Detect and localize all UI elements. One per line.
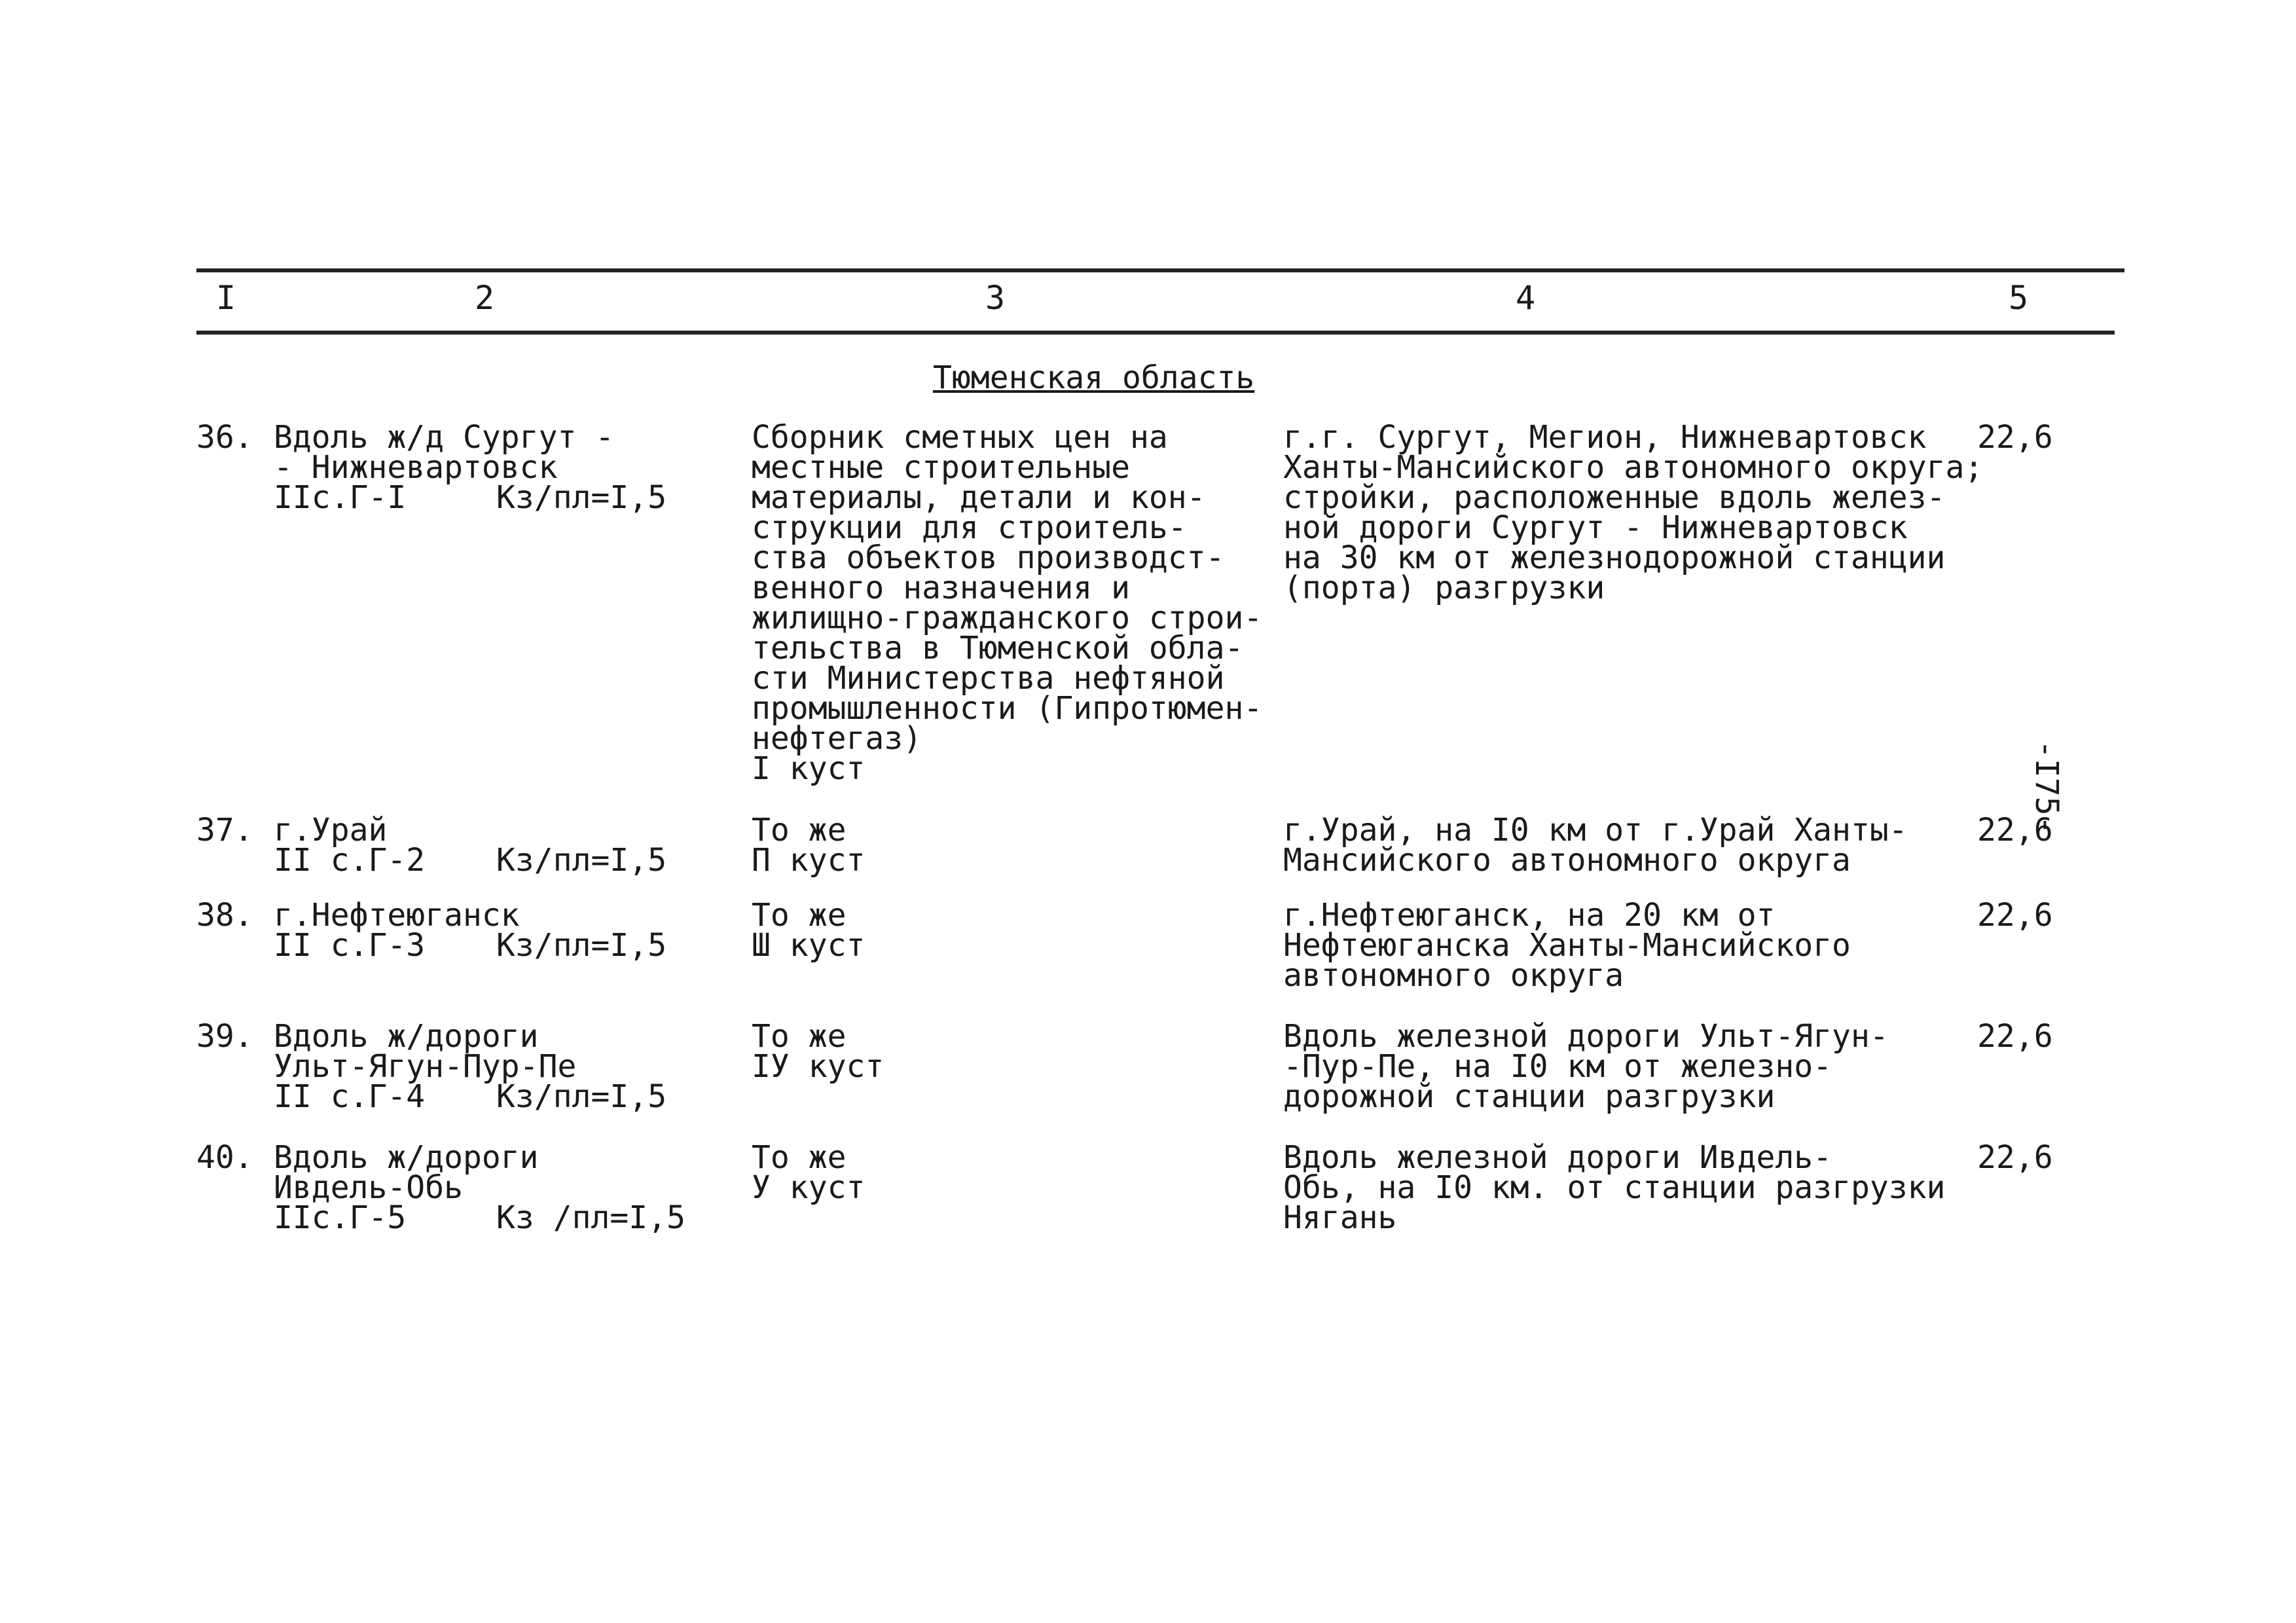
area-line: стройки, расположенные вдоль желез-: [1283, 479, 1946, 516]
column-header-2: 2: [475, 279, 495, 317]
source-line: То же: [752, 897, 847, 934]
value-cell: 22,6: [1977, 1018, 2053, 1055]
location-line: Вдоль ж/дороги: [274, 1018, 539, 1055]
location-cell: [274, 812, 758, 879]
row-number: 36.: [196, 419, 253, 456]
location-line: - Нижневартовск: [274, 449, 558, 486]
column-header-1: I: [216, 279, 236, 317]
source-cell: [752, 1139, 1275, 1206]
source-line: П куст: [752, 842, 866, 879]
section-title: Тюменская область: [933, 359, 1255, 396]
coefficient: Кз/пл=I,5: [496, 927, 667, 964]
value-cell: 22,6: [1977, 419, 2053, 456]
zone-code: II с.Г-4: [274, 1078, 426, 1115]
column-header-4: 4: [1516, 279, 1536, 317]
zone-code: IIс.Г-5: [274, 1199, 407, 1236]
source-line: I куст: [752, 750, 866, 787]
area-line: автономного округа: [1283, 957, 1624, 994]
area-cell: [1283, 1018, 1984, 1115]
area-line: г.г. Сургут, Мегион, Нижневартовск: [1283, 419, 1927, 456]
area-line: Мансийского автономного округа: [1283, 842, 1851, 879]
area-line: Нягань: [1283, 1199, 1397, 1236]
area-line: Вдоль железной дороги Ивдель-: [1283, 1139, 1832, 1176]
area-cell: [1283, 1139, 1984, 1236]
source-line: жилищно-гражданского строи-: [752, 600, 1263, 636]
table-top-rule: [196, 268, 2124, 272]
location-cell: [274, 1139, 758, 1236]
source-cell: [752, 419, 1275, 787]
source-line: То же: [752, 1018, 847, 1055]
source-cell: [752, 812, 1275, 879]
source-line: венного назначения и: [752, 570, 1130, 606]
coefficient: Кз /пл=I,5: [496, 1199, 685, 1236]
area-line: Нефтеюганска Ханты-Мансийского: [1283, 927, 1851, 964]
area-cell: [1283, 419, 1984, 606]
zone-code: IIс.Г-I: [274, 479, 407, 516]
code-row: [274, 842, 758, 879]
source-line: То же: [752, 812, 847, 848]
source-line: Ш куст: [752, 927, 866, 964]
area-line: Вдоль железной дороги Ульт-Ягун-: [1283, 1018, 1889, 1055]
row-number: 37.: [196, 812, 253, 848]
code-row: [274, 1199, 758, 1236]
row-number: 39.: [196, 1018, 253, 1055]
coefficient: Кз/пл=I,5: [496, 479, 667, 516]
code-row: [274, 927, 758, 964]
area-line: Обь, на I0 км. от станции разгрузки: [1283, 1169, 1946, 1206]
code-row: [274, 1078, 758, 1115]
table-header-rule: [196, 331, 2115, 335]
location-line: Ульт-Ягун-Пур-Пе: [274, 1048, 577, 1085]
row-number: 40.: [196, 1139, 253, 1176]
source-line: Сборник сметных цен на: [752, 419, 1168, 456]
zone-code: II с.Г-2: [274, 842, 426, 879]
source-line: материалы, детали и кон-: [752, 479, 1206, 516]
area-line: -Пур-Пе, на I0 км от железно-: [1283, 1048, 1832, 1085]
location-line: Ивдель-Обь: [274, 1169, 463, 1206]
source-line: IУ куст: [752, 1048, 884, 1085]
source-line: То же: [752, 1139, 847, 1176]
location-cell: [274, 419, 758, 516]
source-line: тельства в Тюменской обла-: [752, 630, 1244, 666]
area-line: (порта) разгрузки: [1283, 570, 1605, 606]
location-cell: [274, 897, 758, 964]
coefficient: Кз/пл=I,5: [496, 1078, 667, 1115]
source-cell: [752, 897, 1275, 964]
source-line: ства объектов производст-: [752, 539, 1225, 576]
source-line: нефтегаз): [752, 720, 922, 757]
page-number: -I75-: [2028, 740, 2065, 835]
area-cell: [1283, 812, 1984, 879]
row-number: 38.: [196, 897, 253, 934]
location-line: Вдоль ж/дороги: [274, 1139, 539, 1176]
coefficient: Кз/пл=I,5: [496, 842, 667, 879]
source-line: струкции для строитель-: [752, 509, 1187, 546]
source-line: У куст: [752, 1169, 866, 1206]
source-line: местные строительные: [752, 449, 1130, 486]
location-cell: [274, 1018, 758, 1115]
source-line: сти Министерства нефтяной: [752, 660, 1225, 697]
source-cell: [752, 1018, 1275, 1085]
source-line: промышленности (Гипротюмен-: [752, 690, 1263, 727]
zone-code: II с.Г-3: [274, 927, 426, 964]
column-header-3: 3: [985, 279, 1006, 317]
column-header-5: 5: [2009, 279, 2029, 317]
code-row: [274, 479, 758, 516]
location-line: г.Урай: [274, 812, 388, 848]
area-cell: [1283, 897, 1984, 994]
area-line: Ханты-Мансийского автономного округа;: [1283, 449, 1984, 486]
location-line: Вдоль ж/д Сургут -: [274, 419, 615, 456]
value-cell: 22,6: [1977, 897, 2053, 934]
area-line: г.Нефтеюганск, на 20 км от: [1283, 897, 1776, 934]
area-line: на 30 км от железнодорожной станции: [1283, 539, 1946, 576]
value-cell: 22,6: [1977, 1139, 2053, 1176]
area-line: дорожной станции разгрузки: [1283, 1078, 1776, 1115]
area-line: ной дороги Сургут - Нижневартовск: [1283, 509, 1908, 546]
location-line: г.Нефтеюганск: [274, 897, 520, 934]
area-line: г.Урай, на I0 км от г.Урай Ханты-: [1283, 812, 1908, 848]
value-cell: 22,6: [1977, 812, 2053, 848]
